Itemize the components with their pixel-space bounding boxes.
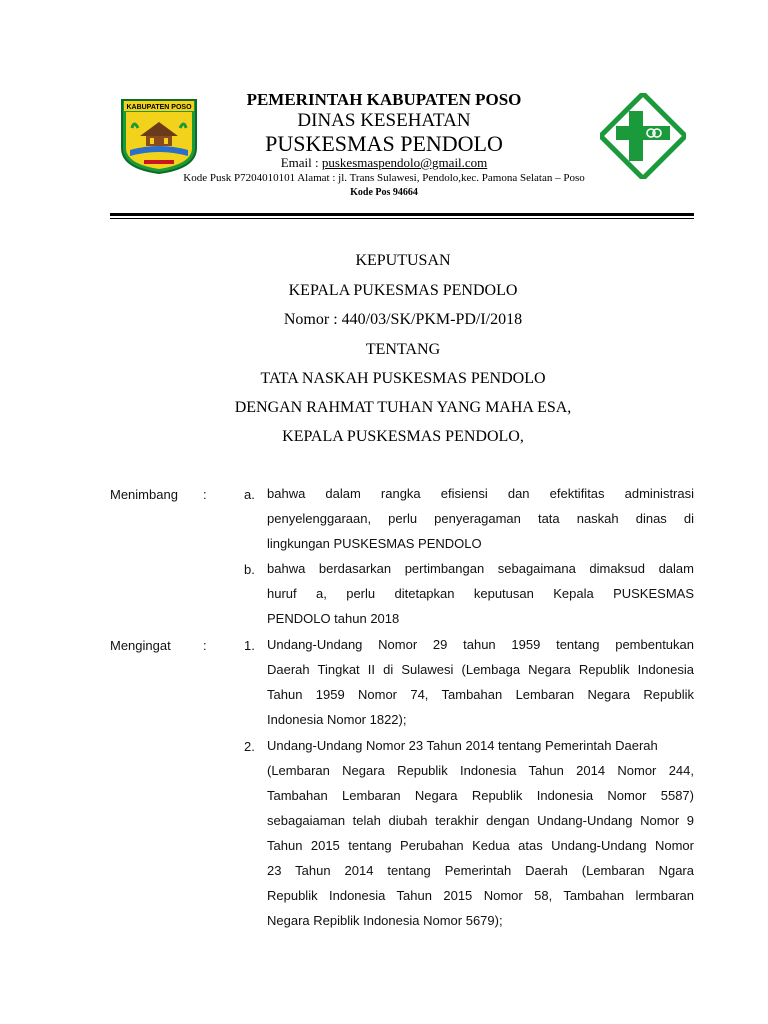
email-link[interactable]: puskesmaspendolo@gmail.com <box>321 155 488 170</box>
mengingat-label: Mengingat <box>110 638 171 653</box>
text-line: Republik Indonesia Tahun 2015 Nomor 58, Tambahan lermbaran <box>267 888 694 903</box>
header-email-line <box>0 155 768 171</box>
text-line: Tahun 2015 tentang Perubahan Kedua atas Undang-Undang Nomor <box>267 838 694 853</box>
menimbang-label: Menimbang <box>110 487 178 502</box>
mengingat-item-text <box>267 733 694 933</box>
text-line: Daerah Tingkat II di Sulawesi (Lembaga Negara Republik Indonesia <box>267 662 694 677</box>
header-puskesmas-name: PUSKESMAS PENDOLO <box>265 131 503 156</box>
header-department-line: DINAS KESEHATAN <box>297 110 471 131</box>
header-divider-thin <box>110 218 694 219</box>
header-divider-thick <box>110 213 694 216</box>
text-line: (Lembaran Negara Republik Indonesia Tahun 2014 Nomor 244, <box>267 763 694 778</box>
menimbang-item-marker: b. <box>244 562 255 577</box>
title-keputusan: KEPUTUSAN <box>355 252 451 269</box>
text-line: PENDOLO tahun 2018 <box>267 611 400 626</box>
menimbang-colon: : <box>203 487 207 502</box>
text-line: Negara Repiblik Indonesia Nomor 5679); <box>267 913 503 928</box>
text-line: bahwa berdasarkan pertimbangan sebagaimana dimaksud dalam <box>267 561 694 576</box>
mengingat-item-text <box>267 632 694 732</box>
text-line: lingkungan PUSKESMAS PENDOLO <box>267 536 482 551</box>
left-logo-text: KABUPATEN POSO <box>126 104 192 111</box>
title-tentang: TENTANG <box>365 341 441 358</box>
menimbang-item-text <box>267 556 694 631</box>
title-invocation: DENGAN RAHMAT TUHAN YANG MAHA ESA, <box>234 399 572 416</box>
text-line: Undang-Undang Nomor 29 tahun 1959 tentang pembentukan <box>267 637 694 652</box>
text-line: sebagaiaman telah diubah terakhir dengan Undang-Undang Nomor 9 <box>267 813 694 828</box>
mengingat-item-marker: 2. <box>244 739 255 754</box>
text-line: huruf a, perlu ditetapkan keputusan Kepala PUSKESMAS <box>267 586 694 601</box>
text-line: Indonesia Nomor 1822); <box>267 712 407 727</box>
header-address-line: Kode Pusk P7204010101 Alamat : jl. Trans Sulawesi, Pendolo,kec. Pamona Selatan – Poso <box>183 172 585 184</box>
text-line: Tahun 1959 Nomor 74, Tambahan Lembaran Negara Republik <box>267 687 694 702</box>
title-subject: TATA NASKAH PUSKESMAS PENDOLO <box>260 370 546 387</box>
mengingat-item-marker: 1. <box>244 638 255 653</box>
title-kepala: KEPALA PUKESMAS PENDOLO <box>288 282 518 299</box>
text-line: penyelenggaraan, perlu penyeragaman tata naskah dinas di <box>267 511 694 526</box>
text-line: 23 Tahun 2014 tentang Pemerintah Daerah (Lembaran Ngara <box>267 863 694 878</box>
mengingat-colon: : <box>203 638 207 653</box>
title-official: KEPALA PUSKESMAS PENDOLO, <box>282 428 524 445</box>
text-line: Tambahan Lembaran Negara Republik Indonesia Nomor 5587) <box>267 788 694 803</box>
text-line: Undang-Undang Nomor 23 Tahun 2014 tentang Pemerintah Daerah <box>267 738 658 753</box>
header-government-line: PEMERINTAH KABUPATEN POSO <box>246 90 522 109</box>
header-postal-code: Kode Pos 94664 <box>350 187 418 198</box>
menimbang-item-marker: a. <box>244 487 255 502</box>
menimbang-item-text <box>267 481 694 556</box>
title-nomor: Nomor : 440/03/SK/PKM-PD/I/2018 <box>283 311 523 328</box>
email-label: Email : <box>280 155 322 170</box>
text-line: bahwa dalam rangka efisiensi dan efektifitas administrasi <box>267 486 694 501</box>
